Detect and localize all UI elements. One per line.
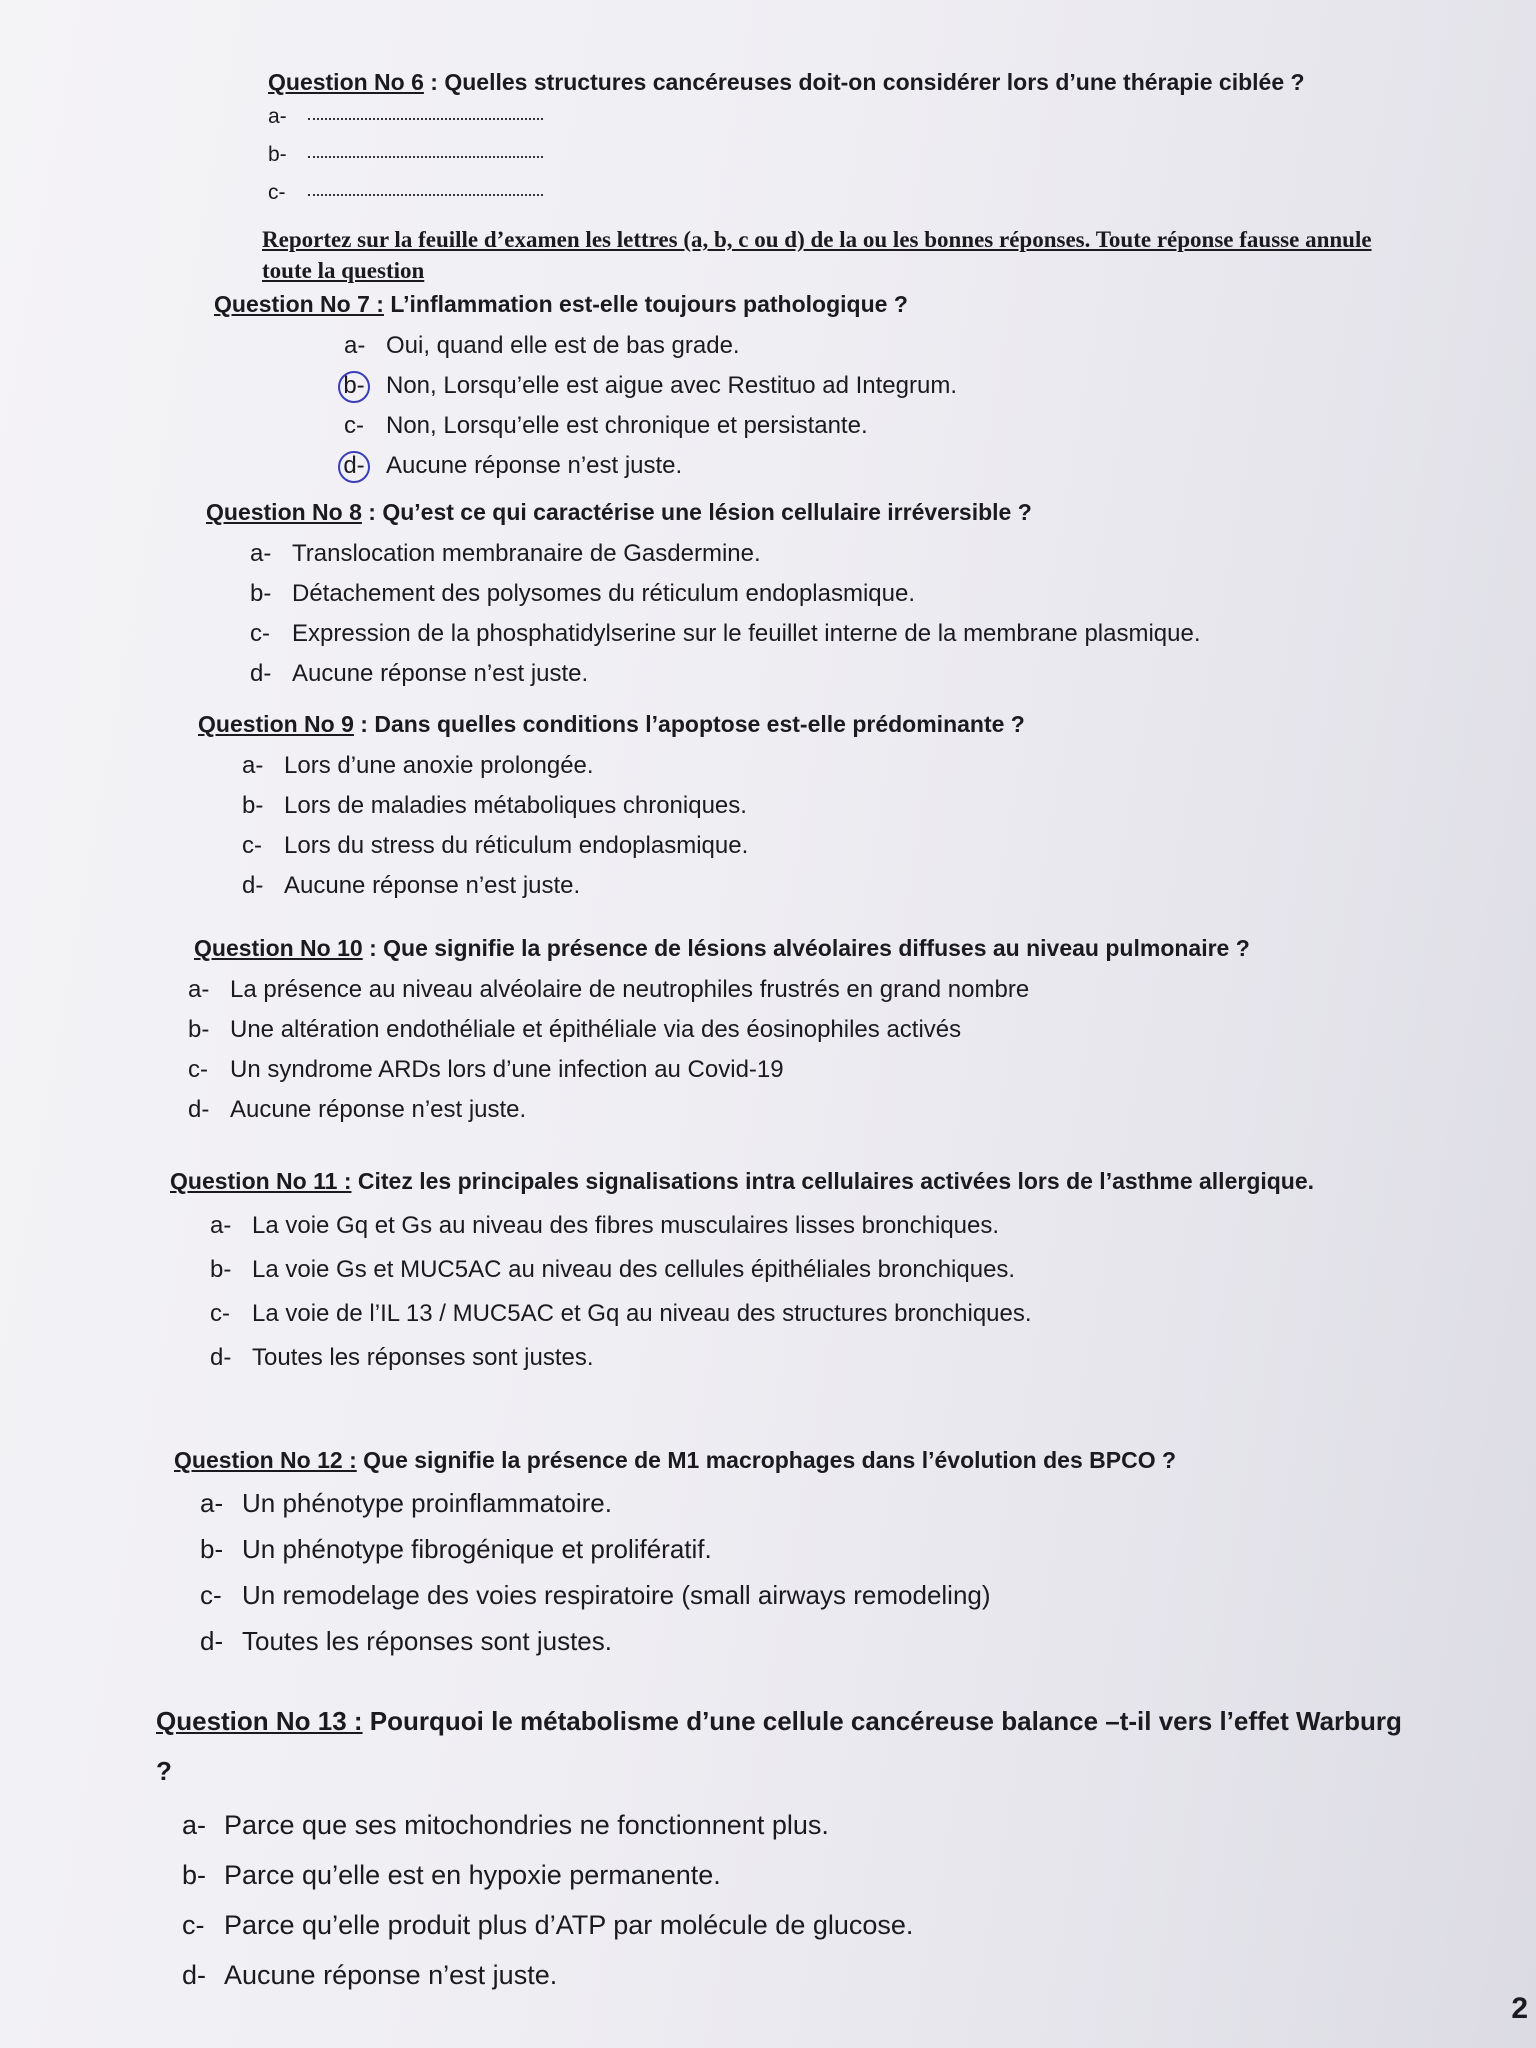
- option-letter: d-: [210, 1344, 232, 1371]
- option-text: Parce que ses mitochondries ne fonctionnent plus.: [224, 1810, 829, 1840]
- option: [344, 446, 1414, 486]
- question-9: [198, 708, 1398, 906]
- option: [200, 1572, 1404, 1618]
- option-letter: a-: [250, 540, 272, 567]
- option-text: Aucune réponse n’est juste.: [224, 1960, 558, 1990]
- option: [242, 866, 1398, 906]
- option-letter: a-: [242, 752, 264, 779]
- option: [200, 1526, 1404, 1572]
- instructions: Reportez sur la feuille d’examen les lettres (a, b, c ou d) de la ou les bonnes réponses. Toute réponse fausse annule toute la question: [262, 227, 1372, 283]
- options-list: [210, 1204, 1400, 1380]
- option-text: Parce qu’elle est en hypoxie permanente.: [224, 1860, 721, 1890]
- option-text: Aucune réponse n’est juste.: [386, 452, 683, 479]
- option-text: Un phénotype proinflammatoire.: [242, 1488, 612, 1518]
- question-text: Citez les principales signalisations intra cellulaires activées lors de l’asthme allergique.: [351, 1168, 1315, 1194]
- option-letter: b-: [250, 580, 272, 607]
- option-text: La présence au niveau alvéolaire de neutrophiles frustrés en grand nombre: [230, 976, 1030, 1003]
- option-text: Aucune réponse n’est juste.: [292, 660, 589, 687]
- option-text: La voie Gq et Gs au niveau des fibres musculaires lisses bronchiques.: [252, 1212, 1000, 1239]
- option-text: Aucune réponse n’est juste.: [284, 872, 581, 899]
- option-letter: b-: [242, 792, 264, 819]
- option: [242, 746, 1398, 786]
- option-letter: a-: [268, 105, 287, 128]
- option-text: Toutes les réponses sont justes.: [242, 1626, 612, 1656]
- option-letter: a-: [344, 332, 366, 359]
- option: [344, 406, 1414, 446]
- option: [200, 1618, 1404, 1664]
- option-letter: c-: [250, 620, 270, 647]
- option-text: Aucune réponse n’est juste.: [230, 1096, 527, 1123]
- options-list: [182, 1800, 1416, 2000]
- option-letter: c-: [210, 1300, 230, 1327]
- option-text: Lors du stress du réticulum endoplasmique.: [284, 832, 749, 859]
- option-letter: d-: [182, 1960, 207, 1990]
- answer-blank: [308, 176, 543, 196]
- option-letter: d-: [250, 660, 272, 687]
- question-7: [214, 288, 1414, 486]
- option-text: Expression de la phosphatidylserine sur le feuillet interne de la membrane plasmique.: [292, 620, 1201, 647]
- options-list: [242, 746, 1398, 906]
- option-text: Non, Lorsqu’elle est chronique et persistante.: [386, 412, 868, 439]
- option-text: Lors d’une anoxie prolongée.: [284, 752, 594, 779]
- option: [200, 1480, 1404, 1526]
- option-letter: c-: [268, 181, 286, 204]
- option: [210, 1292, 1400, 1336]
- question-number: Question No 7 :: [214, 291, 384, 317]
- option: [250, 574, 1406, 614]
- question-text: L’inflammation est-elle toujours pathologique ?: [383, 291, 908, 317]
- blank-row: [268, 174, 1388, 212]
- option: [182, 1900, 1416, 1950]
- blank-row: [268, 98, 1388, 136]
- question-number: Question No 12 :: [174, 1447, 357, 1473]
- options-list: [344, 326, 1414, 486]
- option-letter: b-: [210, 1256, 232, 1283]
- option-letter: a-: [210, 1212, 232, 1239]
- option: [210, 1248, 1400, 1292]
- option-letter: d-: [200, 1626, 224, 1656]
- option: [188, 1050, 1414, 1090]
- option-text: Une altération endothéliale et épithéliale via des éosinophiles activés: [230, 1016, 962, 1043]
- option: [210, 1204, 1400, 1248]
- option-letter: a-: [200, 1488, 224, 1518]
- question-8: [206, 496, 1406, 694]
- option: [250, 534, 1406, 574]
- page-number: 2: [1511, 1992, 1528, 2025]
- question-6: [268, 66, 1388, 212]
- option-letter: c-: [242, 832, 262, 859]
- question-13: [156, 1696, 1416, 2000]
- option-letter: a-: [188, 976, 210, 1003]
- option-letter: b-: [188, 1016, 210, 1043]
- option-letter: b-: [200, 1534, 224, 1564]
- question-text: : Que signifie la présence de lésions alvéolaires diffuses au niveau pulmonaire ?: [362, 935, 1250, 961]
- option: [182, 1800, 1416, 1850]
- option-text: Toutes les réponses sont justes.: [252, 1344, 594, 1371]
- option-text: Un syndrome ARDs lors d’une infection au Covid-19: [230, 1056, 784, 1083]
- option-letter: c-: [188, 1056, 208, 1083]
- option: [344, 326, 1414, 366]
- option: [188, 1010, 1414, 1050]
- options-list: [250, 534, 1406, 694]
- option-text: Un phénotype fibrogénique et prolifératif.: [242, 1534, 712, 1564]
- answer-blank: [308, 100, 543, 120]
- question-text: : Qu’est ce qui caractérise une lésion cellulaire irréversible ?: [361, 499, 1032, 525]
- question-text: : Dans quelles conditions l’apoptose est-elle prédominante ?: [353, 711, 1025, 737]
- question-number: Question No 8: [206, 499, 362, 525]
- option-text: Parce qu’elle produit plus d’ATP par molécule de glucose.: [224, 1910, 914, 1940]
- option-letter: c-: [200, 1580, 222, 1610]
- option-text: La voie Gs et MUC5AC au niveau des cellules épithéliales bronchiques.: [252, 1256, 1016, 1283]
- question-number: Question No 10: [194, 935, 363, 961]
- option: [344, 366, 1414, 406]
- option: [188, 1090, 1414, 1130]
- option-letter: b-: [338, 371, 370, 403]
- question-number: Question No 6: [268, 69, 424, 95]
- options-list: [200, 1480, 1404, 1664]
- option: [188, 970, 1414, 1010]
- option: [250, 654, 1406, 694]
- question-text: Que signifie la présence de M1 macrophages dans l’évolution des BPCO ?: [356, 1447, 1177, 1473]
- question-text: : Quelles structures cancéreuses doit-on considérer lors d’une thérapie ciblée ?: [423, 69, 1305, 95]
- option-letter: a-: [182, 1810, 207, 1840]
- option: [242, 786, 1398, 826]
- option: [182, 1950, 1416, 2000]
- option-letter: c-: [344, 412, 364, 439]
- option-text: Lors de maladies métaboliques chroniques.: [284, 792, 747, 819]
- question-11: [170, 1160, 1400, 1380]
- question-number: Question No 9: [198, 711, 354, 737]
- option-text: Un remodelage des voies respiratoire (small airways remodeling): [242, 1580, 991, 1610]
- option-letter: d-: [188, 1096, 210, 1123]
- question-12: [174, 1444, 1404, 1664]
- answer-blank: [308, 138, 543, 158]
- option-letter: d-: [242, 872, 264, 899]
- option: [210, 1336, 1400, 1380]
- option-text: Détachement des polysomes du réticulum endoplasmique.: [292, 580, 916, 607]
- option-text: Oui, quand elle est de bas grade.: [386, 332, 740, 359]
- option: [242, 826, 1398, 866]
- question-text: Pourquoi le métabolisme d’une cellule cancéreuse balance –t-il vers l’effet Warburg ?: [156, 1706, 1402, 1786]
- option-letter: c-: [182, 1910, 205, 1940]
- option-text: Translocation membranaire de Gasdermine.: [292, 540, 761, 567]
- option-text: Non, Lorsqu’elle est aigue avec Restituo ad Integrum.: [386, 372, 957, 399]
- option-letter: b-: [268, 143, 287, 166]
- blank-row: [268, 136, 1388, 174]
- option-letter: b-: [182, 1860, 207, 1890]
- option-text: La voie de l’IL 13 / MUC5AC et Gq au niveau des structures bronchiques.: [252, 1300, 1032, 1327]
- option-letter: d-: [338, 451, 370, 483]
- question-number: Question No 13 :: [156, 1706, 363, 1736]
- option: [250, 614, 1406, 654]
- options-list: [188, 970, 1414, 1130]
- question-10: [188, 932, 1414, 1130]
- option: [182, 1850, 1416, 1900]
- question-number: Question No 11 :: [170, 1168, 352, 1194]
